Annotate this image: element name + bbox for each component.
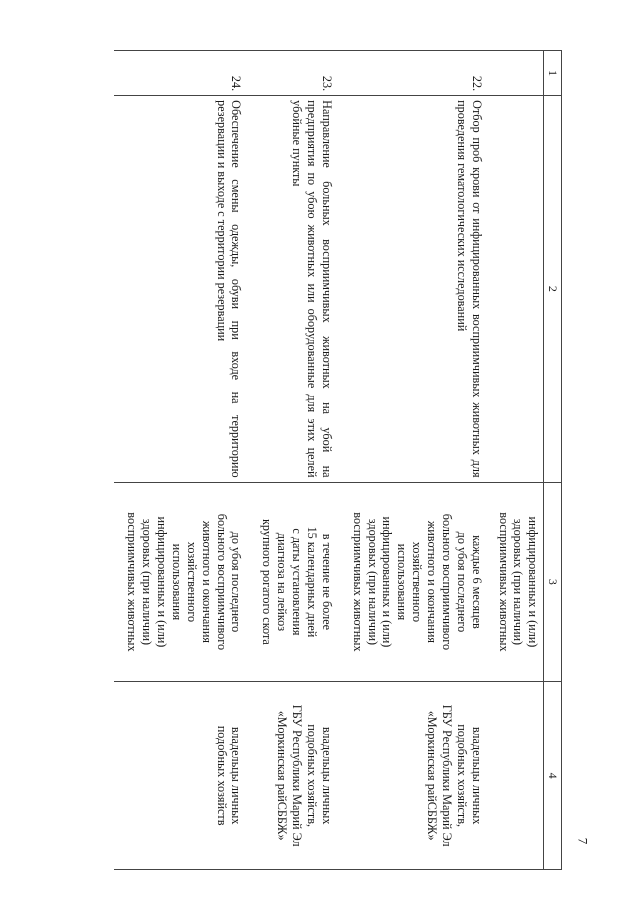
header-col-4: 4 [544,682,562,870]
row-responsible: владельцы личных подобных хозяйств [115,682,250,870]
header-col-3: 3 [544,482,562,682]
measures-table [115,50,563,870]
row-responsible: владельцы личных подобных хозяйств, ГБУ Республики Марий Эл «Моркинская райСББЖ» [250,682,340,870]
table-row [250,51,340,870]
continuation-timing: инфицированных и (или) здоровых (при наличии) восприимчивых животных [490,482,544,682]
table-header-row [544,51,562,870]
table-row [340,51,490,870]
row-timing: до убоя последнего больного восприимчивого животного и окончания хозяйственного использования инфицированных и (или) здоровых (при наличии) восприимчивых животных [115,482,250,682]
row-timing: каждые 6 месяцев до убоя последнего больного восприимчивого животного и окончания хозяйственного использования инфицированных и (или) здоровых (при наличии) восприимчивых животных [340,482,490,682]
row-timing: в течение не более 15 календарных дней с даты установления диагноза на лейкоз крупного рогатого скота [250,482,340,682]
rotated-table-wrapper [22,50,562,870]
page-number: 7 [575,837,591,845]
row-measure: Направление больных восприимчивых животных на убой на предприятия по убою животных или оборудованные для этих целей убойные пункты [250,96,340,482]
continuation-row [490,51,544,870]
continuation-responsible [490,682,544,870]
row-number: 24. [115,51,250,96]
header-col-1: 1 [544,51,562,96]
row-measure: Отбор проб крови от инфицированных восприимчивых животных для проведения гематологических исследований [340,96,490,482]
continuation-measure [490,96,544,482]
continuation-num [490,51,544,96]
row-number: 23. [250,51,340,96]
row-number: 22. [340,51,490,96]
row-measure: Обеспечение смены одежды, обуви при входе на территорию резервации и выходе с территории резервации [115,96,250,482]
row-responsible: владельцы личных подобных хозяйств, ГБУ Республики Марий Эл «Моркинская райСББЖ» [340,682,490,870]
table-row [115,51,250,870]
header-col-2: 2 [544,96,562,482]
